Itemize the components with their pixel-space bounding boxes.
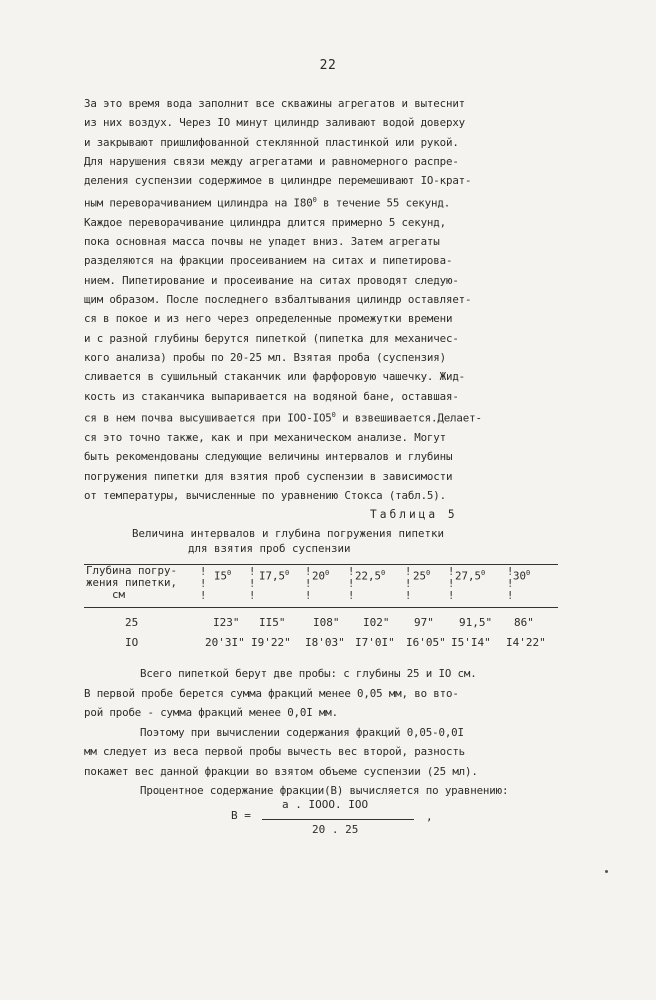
text-line: кого анализа) пробы по 20-25 мл. Взятая проба (суспензия) — [84, 351, 446, 365]
page-number: 22 — [319, 58, 337, 73]
column-separator: ! ! ! — [348, 566, 355, 602]
column-separator: ! ! ! — [200, 566, 207, 602]
table-cell: I02" — [363, 616, 390, 629]
text-line: За это время вода заполнит все скважины агрегатов и вытеснит — [84, 97, 466, 110]
table-cell: I9'22" — [251, 636, 291, 649]
formula-tail: , — [426, 810, 433, 823]
table-header-depth — [86, 565, 177, 601]
table-title-line: для взятия проб суспензии — [188, 542, 351, 555]
header-line: жения пипетки, — [86, 576, 178, 589]
header-line: см — [112, 588, 126, 601]
table-cell: I8'03" — [305, 636, 345, 649]
text-line: сливается в сушильный стаканчик или фарфоровую чашечку. Жид- — [84, 370, 466, 384]
text-segment: ным переворачиванием цилиндра на I80 — [84, 196, 313, 210]
temperature-header — [513, 569, 530, 583]
temperature-header — [413, 569, 430, 583]
temperature-value: 30 — [513, 569, 527, 583]
degree-sign: 0 — [426, 569, 431, 577]
header-line: Глубина погру- — [86, 564, 178, 577]
degree-sign: 0 — [285, 569, 290, 577]
degree-sign: 0 — [526, 569, 531, 577]
text-line: и закрывают пришлифованной стеклянной пластинкой или рукой. — [84, 135, 459, 149]
text-line-with-degree — [84, 406, 574, 428]
text-line: и с разной глубины берутся пипеткой (пипетка для механичес- — [84, 331, 459, 345]
text-segment: ся в нем почва высушивается при IOO-IO5 — [84, 411, 332, 425]
table-title-line: Величина интервалов и глубина погружения пипетки — [132, 527, 445, 540]
scan-speck — [605, 870, 608, 873]
formula-fraction-bar — [262, 819, 414, 820]
text-line: покажет вес данной фракции во взятом объеме суспензии (25 мл). — [84, 764, 478, 778]
text-line: разделяются на фракции просеиванием на ситах и пипетирова- — [84, 254, 453, 268]
row-depth: 25 — [125, 616, 139, 629]
column-separator: ! ! ! — [405, 566, 412, 602]
table-cell: II5" — [259, 616, 286, 629]
text-line: Для нарушения связи между агрегатами и равномерного распре- — [84, 155, 459, 169]
text-line: от температуры, вычисленные по уравнению Стокса (табл.5). — [84, 489, 446, 503]
text-line: из них воздух. Через IO минут цилиндр заливают водой доверху — [84, 116, 466, 130]
table-cell: I4'22" — [506, 636, 546, 649]
degree-sign: 0 — [331, 411, 336, 420]
text-line: погружения пипетки для взятия проб суспензии в зависимости — [84, 469, 453, 483]
table-cell: I6'05" — [406, 636, 446, 649]
text-segment: в течение 55 секунд. — [316, 196, 451, 210]
formula-numerator: а . IOOO. IOO — [282, 798, 369, 811]
text-segment: и взвешивается.Делает- — [335, 411, 482, 425]
temperature-header — [355, 569, 385, 583]
text-line: Поэтому при вычислении содержания фракций 0,05-0,0I — [140, 725, 464, 739]
text-line-with-degree — [84, 191, 574, 213]
degree-sign: 0 — [312, 195, 317, 204]
degree-sign: 0 — [481, 569, 486, 577]
formula-denominator: 20 . 25 — [312, 823, 359, 836]
column-separator: ! ! ! — [249, 566, 256, 602]
temperature-header — [312, 569, 329, 583]
temperature-header — [214, 569, 231, 583]
text-line: В первой пробе берется сумма фракций менее 0,05 мм, во вто- — [84, 686, 459, 700]
table-cell: I7'0I" — [355, 636, 395, 649]
temperature-value: 22,5 — [355, 569, 382, 583]
temperature-header — [455, 569, 485, 583]
table-header-rule — [84, 607, 558, 608]
text-line: деления суспензии содержимое в цилиндре перемешивают IO-крат- — [84, 174, 472, 188]
temperature-value: 25 — [413, 569, 427, 583]
text-line: кость из стаканчика выпаривается на водяной бане, оставшая- — [84, 389, 459, 403]
text-line: быть рекомендованы следующие величины интервалов и глубины — [84, 450, 453, 464]
text-line: мм следует из веса первой пробы вычесть вес второй, разность — [84, 745, 466, 758]
degree-sign: 0 — [381, 569, 386, 577]
text-line: пока основная масса почвы не упадет вниз. Затем агрегаты — [84, 235, 440, 248]
main-paragraph — [84, 94, 574, 505]
table-cell: I08" — [313, 616, 340, 629]
text-line: щим образом. После последнего взбалтывания цилиндр оставляет- — [84, 293, 472, 307]
text-line: Процентное содержание фракции(В) вычисляется по уравнению: — [140, 784, 509, 797]
temperature-header — [259, 569, 289, 583]
degree-sign: 0 — [227, 569, 232, 577]
text-line: Всего пипеткой берут две пробы: с глубины 25 и IO см. — [140, 667, 477, 680]
table-cell: 97" — [414, 616, 434, 629]
table-cell: 91,5" — [459, 616, 493, 629]
table-cell: I5'I4" — [451, 636, 491, 649]
table-title — [132, 526, 532, 556]
table-cell: I23" — [213, 616, 240, 629]
text-line: ся в покое и из него через определенные промежутки времени — [84, 312, 453, 326]
column-separator: ! ! ! — [305, 566, 312, 602]
column-separator: ! ! ! — [448, 566, 455, 602]
table-cell: 20'3I" — [205, 636, 245, 649]
text-line: ся это точно также, как и при механическом анализе. Могут — [84, 431, 446, 445]
temperature-value: 27,5 — [455, 569, 482, 583]
text-line: нием. Пипетирование и просеивание на ситах проводят следую- — [84, 273, 459, 287]
column-separator: ! ! ! — [507, 566, 514, 602]
table-label: Таблица 5 — [370, 508, 458, 521]
temperature-value: 20 — [312, 569, 326, 583]
temperature-value: I7,5 — [259, 569, 286, 583]
after-table-paragraph — [84, 664, 574, 801]
table-cell: 86" — [514, 616, 534, 629]
degree-sign: 0 — [325, 569, 330, 577]
text-line: Каждое переворачивание цилиндра длится примерно 5 секунд, — [84, 215, 446, 229]
row-depth: IO — [125, 636, 139, 649]
formula-lhs: В = — [231, 809, 251, 822]
temperature-value: I5 — [214, 569, 228, 583]
text-line: рой пробе - сумма фракций менее 0,0I мм. — [84, 706, 339, 719]
